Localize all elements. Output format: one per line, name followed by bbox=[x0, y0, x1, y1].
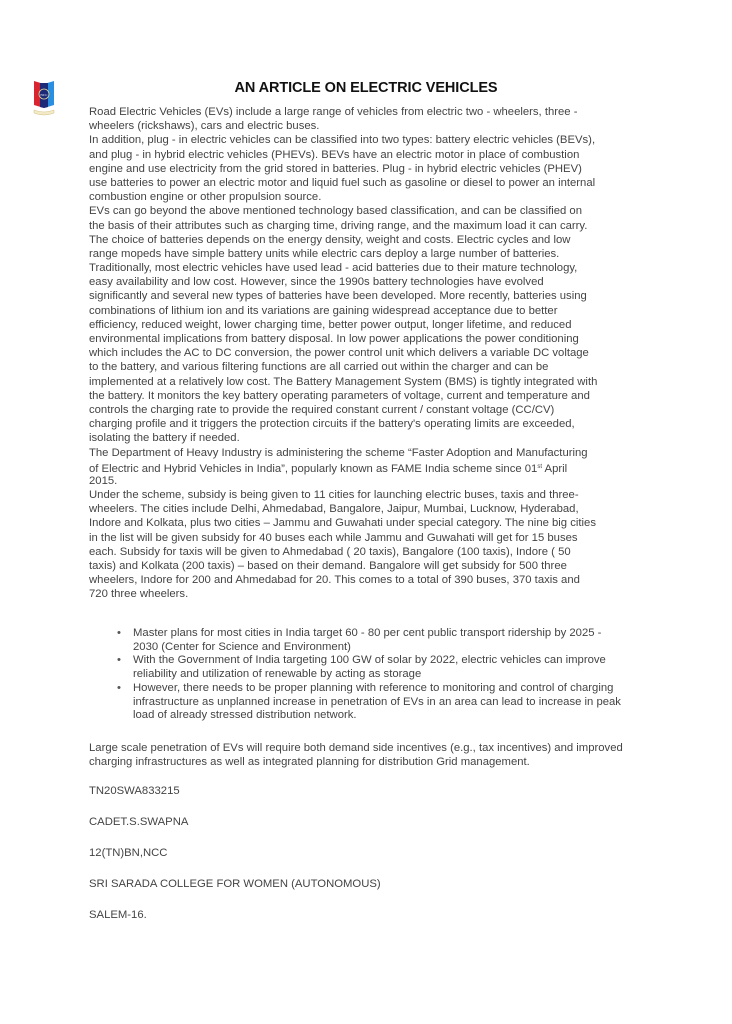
college-name: SRI SARADA COLLEGE FOR WOMEN (AUTONOMOUS) bbox=[89, 878, 381, 890]
body-line: EVs can go beyond the above mentioned technology based classification, and can be classified on bbox=[89, 205, 582, 218]
body-line: In addition, plug - in electric vehicles can be classified into two types: battery electric vehicles (BEVs), bbox=[89, 134, 596, 147]
article-body bbox=[89, 105, 709, 602]
ordinal-superscript: st bbox=[537, 463, 543, 470]
bullet-line: Master plans for most cities in India target 60 - 80 per cent public transport ridership by 2025 - bbox=[133, 627, 602, 639]
bullet-line: With the Government of India targeting 100 GW of solar by 2022, electric vehicles can improve bbox=[133, 654, 606, 667]
body-line: implemented at a relatively low cost. The Battery Management System (BMS) is tightly integrated with bbox=[89, 375, 598, 388]
body-line: easy availability and low cost. However, since the 1990s battery technologies have evolved bbox=[89, 276, 544, 289]
unit-name: 12(TN)BN,NCC bbox=[89, 847, 168, 859]
bullet-icon: • bbox=[117, 654, 121, 667]
body-line: use batteries to power an electric motor and liquid fuel such as gasoline or diesel to power an internal bbox=[89, 176, 596, 189]
body-line: the basis of their attributes such as charging time, driving range, and the maximum load it can carry. bbox=[89, 219, 588, 232]
city-name: SALEM-16. bbox=[89, 909, 147, 921]
bullet-line: load of already stressed distribution network. bbox=[133, 709, 357, 722]
cadet-id: TN20SWA833215 bbox=[89, 785, 180, 797]
body-line: environmental implications from battery disposal. In low power applications the power conditioning bbox=[89, 333, 579, 345]
body-line: to the battery, and various filtering functions are all carried out within the charger and can be bbox=[89, 361, 549, 374]
bullet-line: infrastructure as unplanned increase in penetration of EVs in an area can lead to increase in peak bbox=[133, 695, 621, 708]
body-line: which includes the AC to DC conversion, the power control unit which delivers a variable DC voltage bbox=[89, 347, 589, 360]
bullet-line: 2030 (Center for Science and Environment) bbox=[133, 640, 351, 653]
body-line: combinations of lithium ion and its variations are gaining widespread acceptance due to better bbox=[89, 304, 558, 317]
body-line: The choice of batteries depends on the energy density, weight and costs. Electric cycles and low bbox=[89, 233, 571, 246]
body-line: 720 three wheelers. bbox=[89, 588, 189, 601]
body-line: wheelers (rickshaws), cars and electric buses. bbox=[89, 120, 320, 133]
bullet-icon: • bbox=[117, 681, 121, 694]
body-line: 2015. bbox=[89, 474, 118, 487]
body-line: combustion engine or other propulsion source. bbox=[89, 191, 322, 204]
body-line: The Department of Heavy Industry is administering the scheme “Faster Adoption and Manufacturing bbox=[89, 446, 588, 459]
bullet-item bbox=[117, 627, 717, 654]
body-line: and plug - in hybrid electric vehicles (PHEVs). BEVs have an electric motor in place of combustion bbox=[89, 148, 580, 161]
cadet-name: CADET.S.SWAPNA bbox=[89, 816, 189, 828]
bullet-icon: • bbox=[117, 627, 121, 639]
body-line: Road Electric Vehicles (EVs) include a large range of vehicles from electric two - wheelers, three - bbox=[89, 106, 578, 118]
body-line: efficiency, reduced weight, lower charging time, better power output, longer lifetime, and reduced bbox=[89, 318, 572, 331]
bullet-list bbox=[117, 627, 717, 723]
body-line: in the list will be given subsidy for 40 buses each while Jammu and Guwahati will get for 15 buses bbox=[89, 531, 578, 544]
closing-paragraph bbox=[89, 741, 623, 769]
body-line: the battery. It monitors the key battery operating parameters of voltage, current and temperature and bbox=[89, 389, 590, 402]
body-line: wheelers, Indore for 200 and Ahmedabad for 20. This comes to a total of 390 buses, 370 taxis and bbox=[89, 574, 580, 587]
body-line: Traditionally, most electric vehicles have used lead - acid batteries due to their mature technology, bbox=[89, 262, 578, 275]
body-line: each. Subsidy for taxis will be given to Ahmedabad ( 20 taxis), Bangalore (100 taxis), Indore ( 50 bbox=[89, 545, 571, 558]
body-line: range mopeds have simple battery units while electric cars deploy a large number of batteries. bbox=[89, 247, 560, 260]
body-line: Under the scheme, subsidy is being given to 11 cities for launching electric buses, taxis and three- bbox=[89, 489, 579, 502]
body-line: Indore and Kolkata, plus two cities – Jammu and Guwahati under special category. The nine big cities bbox=[89, 517, 596, 530]
body-line: charging profile and it triggers the protection circuits if the battery's operating limits are exceeded, bbox=[89, 418, 575, 431]
body-line: taxis) and Kolkata (200 taxis) – based on their demand. Bangalore will get subsidy for 500 three bbox=[89, 560, 567, 572]
body-line: isolating the battery if needed. bbox=[89, 432, 240, 445]
logo-text: NCC bbox=[40, 93, 48, 97]
closing-line: charging infrastructures as well as integrated planning for distribution Grid management. bbox=[89, 756, 530, 769]
bullet-line: reliability and utilization of renewable by acting as storage bbox=[133, 668, 422, 681]
bullet-line: However, there needs to be proper planning with reference to monitoring and control of charging bbox=[133, 681, 614, 694]
bullet-item bbox=[117, 682, 717, 723]
body-line: significantly and several new types of batteries have been developed. More recently, batteries using bbox=[89, 290, 587, 303]
body-line: of Electric and Hybrid Vehicles in India”, popularly known as FAME India scheme since 01st April bbox=[89, 462, 568, 475]
body-line: controls the charging rate to provide the required constant current / constant voltage (CC/CV) bbox=[89, 403, 555, 416]
bullet-item bbox=[117, 654, 717, 681]
article-title: AN ARTICLE ON ELECTRIC VEHICLES bbox=[234, 80, 498, 96]
body-line: wheelers. The cities include Delhi, Ahmedabad, Bangalore, Jaipur, Mumbai, Lucknow, Hyderabad, bbox=[89, 503, 579, 516]
body-line: engine and use electricity from the grid stored in batteries. Plug - in hybrid electric vehicles (PHEV) bbox=[89, 162, 582, 175]
closing-line: Large scale penetration of EVs will require both demand side incentives (e.g., tax incentives) and improved bbox=[89, 742, 623, 754]
